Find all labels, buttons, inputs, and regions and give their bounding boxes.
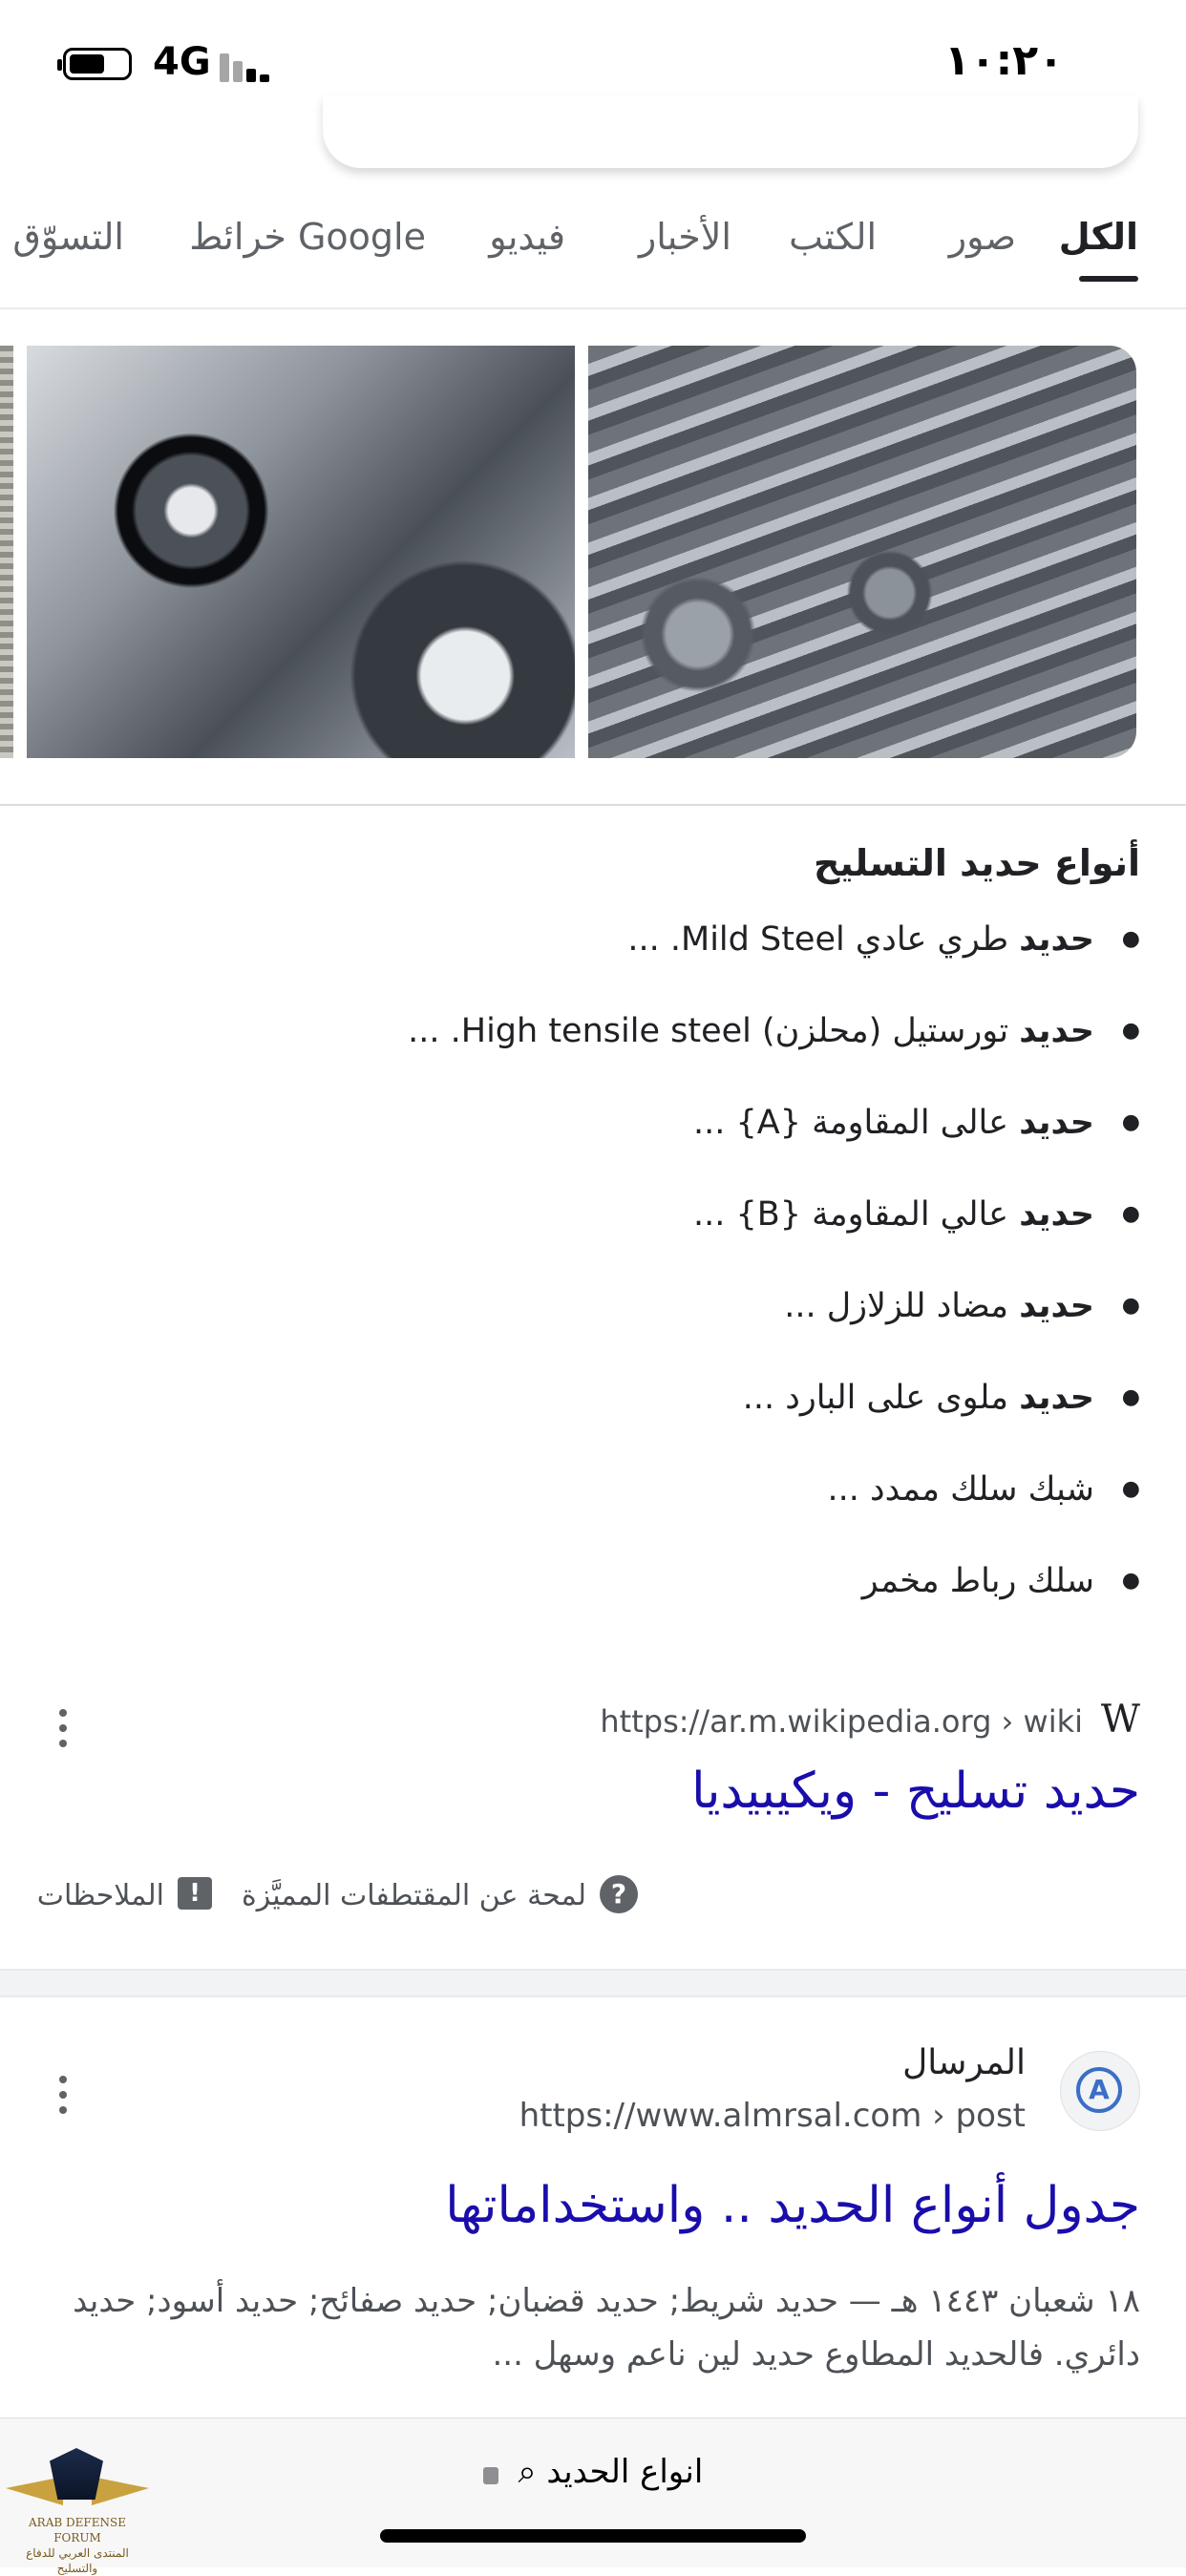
divider (0, 804, 1186, 806)
snippet-title: أنواع حديد التسليح (814, 842, 1140, 884)
tab-shopping[interactable]: التسوّق (12, 216, 124, 258)
tab-books[interactable]: الكتب (789, 216, 877, 258)
image-carousel[interactable] (0, 346, 1186, 758)
forum-watermark-logo (6, 2448, 149, 2575)
snippet-list-item: ● حديد ملوى على البارد ... (52, 1375, 1140, 1467)
image-rebar[interactable] (588, 346, 1136, 758)
snippet-list (52, 917, 1140, 1650)
feedback-icon[interactable]: ! (178, 1877, 212, 1910)
watermark-text: المنتدى العربي للدفاع والتسليح (26, 2546, 129, 2575)
snippet-list-item: ● حديد مضاد للزلازل ... (52, 1283, 1140, 1375)
snippet-list-item: ● شبك سلك ممدد ... (52, 1467, 1140, 1558)
site-favicon: A (1060, 2051, 1140, 2131)
section-separator (0, 1969, 1186, 1997)
tab-images[interactable]: صور (948, 216, 1016, 258)
active-tab-indicator (1079, 276, 1138, 282)
more-options-icon[interactable] (53, 1709, 73, 1759)
snippet-list-item: ● حديد طري عادي Mild Steel. ... (52, 917, 1140, 1008)
more-options-icon[interactable] (53, 2076, 73, 2125)
result-description: ١٨ شعبان ١٤٤٣ هـ — حديد شريط; حديد قضبان; حديد صفائح; حديد أسود; حديد دائري. فالحديد المطاوع حديد لين ناعم وسهل ... (73, 2282, 1140, 2374)
result-title-link[interactable]: جدول أنواع الحديد .. واستخداماتها (445, 2177, 1140, 2234)
snippet-list-item: ● سلك رباط مخمر (52, 1558, 1140, 1650)
signal-strength-icon (220, 48, 277, 82)
source-url[interactable]: https://ar.m.wikipedia.org › wiki (600, 1703, 1083, 1740)
tab-videos[interactable]: فيديو (489, 216, 565, 258)
snippet-feedback-row (0, 1875, 1186, 1929)
image-partial[interactable] (0, 346, 13, 758)
home-indicator[interactable] (380, 2529, 806, 2543)
site-url[interactable]: https://www.almrsal.com › post (519, 2097, 1026, 2135)
search-tabs (0, 204, 1186, 309)
network-type: 4G (153, 40, 211, 84)
feedback-link[interactable]: الملاحظات (36, 1879, 164, 1912)
help-icon[interactable]: ? (600, 1875, 638, 1913)
snippet-list-item: ● حديد عالى المقاومة {A} ... (52, 1100, 1140, 1192)
about-snippets-link[interactable]: لمحة عن المقتطفات المميَّزة (242, 1879, 586, 1912)
tab-all[interactable]: الكل (1058, 216, 1138, 258)
watermark-text: ARAB DEFENSE FORUM (29, 2516, 126, 2544)
search-icon: ⌕ (518, 2453, 537, 2491)
result-title-link[interactable]: حديد تسليح - ويكيبيديا (691, 1763, 1140, 1820)
wikipedia-icon: W (1100, 1698, 1140, 1742)
site-name[interactable]: المرسال (902, 2043, 1026, 2082)
battery-icon (63, 48, 132, 80)
snippet-list-item: ● حديد تورستيل (محلزن) High tensile steel. ... (52, 1008, 1140, 1100)
status-time: ١٠:٢٠ (943, 36, 1064, 85)
lock-icon (483, 2467, 498, 2484)
snippet-list-item: ● حديد عالي المقاومة {B} ... (52, 1192, 1140, 1283)
address-bar[interactable] (0, 2453, 1186, 2491)
address-text: انواع الحديد (546, 2453, 704, 2491)
tab-maps[interactable]: خرائط Google (189, 216, 426, 258)
browser-bottom-bar (0, 2418, 1186, 2567)
image-steel-pipes[interactable] (27, 346, 575, 758)
search-box[interactable] (323, 95, 1138, 168)
tab-news[interactable]: الأخبار (638, 216, 731, 258)
